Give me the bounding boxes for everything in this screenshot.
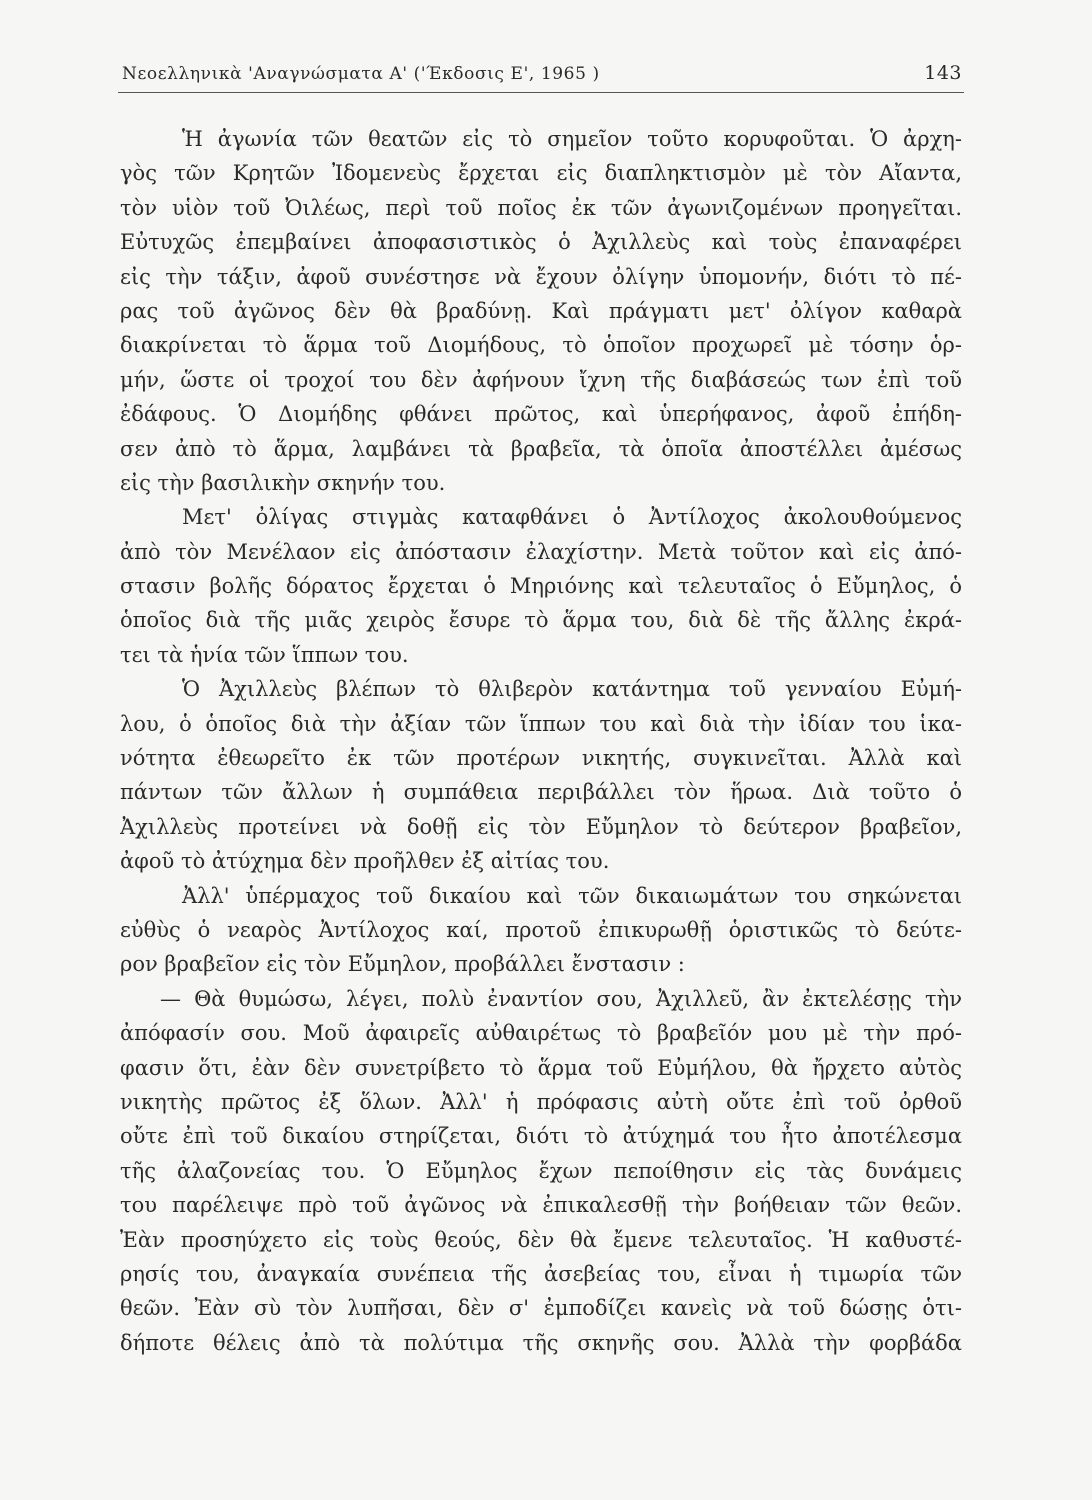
text-line: Εὐτυχῶς ἐπεμβαίνει ἀποφασιστικὸς ὁ Ἀχιλλεὺς καὶ τοὺς ἐπαναφέρει [120, 230, 962, 255]
text-line: ἐδάφους. Ὁ Διομήδης φθάνει πρῶτος, καὶ ὑπερήφανος, ἀφοῦ ἐπήδη- [120, 402, 962, 427]
text-line: νότητα ἐθεωρεῖτο ἐκ τῶν προτέρων νικητής, συγκινεῖται. Ἀλλὰ καὶ [120, 746, 962, 771]
text-line: Ἀλλ' ὑπέρμαχος τοῦ δικαίου καὶ τῶν δικαιωμάτων του σηκώνεται [182, 883, 962, 908]
text-line: φασιν ὅτι, ἐὰν δὲν συνετρίβετο τὸ ἅρμα τοῦ Εὐμήλου, θὰ ἤρχετο αὐτὸς [120, 1055, 962, 1080]
text-line: διακρίνεται τὸ ἅρμα τοῦ Διομήδους, τὸ ὁποῖον προχωρεῖ μὲ τόσην ὁρ- [120, 333, 962, 358]
text-line: ρησίς του, ἀναγκαία συνέπεια τῆς ἀσεβείας του, εἶναι ἡ τιμωρία τῶν [120, 1261, 962, 1286]
text-line: νικητὴς πρῶτος ἐξ ὅλων. Ἀλλ' ἡ πρόφασις αὐτὴ οὔτε ἐπὶ τοῦ ὀρθοῦ [120, 1089, 962, 1114]
body-text [120, 122, 962, 1360]
text-line: ρας τοῦ ἀγῶνος δὲν θὰ βραδύνῃ. Καὶ πράγματι μετ' ὀλίγον καθαρὰ [120, 298, 962, 323]
text-line: γὸς τῶν Κρητῶν Ἰδομενεὺς ἔρχεται εἰς διαπληκτισμὸν μὲ τὸν Αἴαντα, [120, 161, 962, 186]
text-line: ρον βραβεῖον εἰς τὸν Εὔμηλον, προβάλλει ἔνστασιν : [120, 952, 685, 977]
page-header [118, 62, 964, 93]
text-line: τὸν υἱὸν τοῦ Ὀιλέως, περὶ τοῦ ποῖος ἐκ τῶν ἀγωνιζομένων προηγεῖται. [120, 195, 962, 220]
text-line: θεῶν. Ἐὰν σὺ τὸν λυπῆσαι, δὲν σ' ἐμποδίζει κανεὶς νὰ τοῦ δώσῃς ὁτι- [120, 1296, 962, 1321]
text-line: τει τὰ ἡνία τῶν ἵππων του. [120, 642, 409, 667]
text-line: Ἐὰν προσηύχετο εἰς τοὺς θεούς, δὲν θὰ ἔμενε τελευταῖος. Ἡ καθυστέ- [120, 1227, 962, 1252]
text-line: Ἀχιλλεὺς προτείνει νὰ δοθῇ εἰς τὸν Εὔμηλον τὸ δεύτερον βραβεῖον, [120, 814, 962, 839]
text-line: στασιν βολῆς δόρατος ἔρχεται ὁ Μηριόνης καὶ τελευταῖος ὁ Εὔμηλος, ὁ [120, 574, 962, 599]
text-line: Ἡ ἀγωνία τῶν θεατῶν εἰς τὸ σημεῖον τοῦτο κορυφοῦται. Ὁ ἀρχη- [182, 127, 962, 151]
text-line: λου, ὁ ὁποῖος διὰ τὴν ἀξίαν τῶν ἵππων του καὶ διὰ τὴν ἰδίαν του ἱκα- [120, 711, 962, 736]
text-line: ἀπὸ τὸν Μενέλαον εἰς ἀπόστασιν ἐλαχίστην. Μετὰ τοῦτον καὶ εἰς ἀπό- [120, 539, 962, 564]
text-line: εἰς τὴν τάξιν, ἀφοῦ συνέστησε νὰ ἔχουν ὀλίγην ὑπομονήν, διότι τὸ πέ- [120, 264, 962, 289]
text-line: Μετ' ὀλίγας στιγμὰς καταφθάνει ὁ Ἀντίλοχος ἀκολουθούμενος [182, 505, 962, 530]
page-number: 143 [924, 62, 962, 84]
text-line: οὔτε ἐπὶ τοῦ δικαίου στηρίζεται, διότι τὸ ἀτύχημά του ἦτο ἀποτέλεσμα [120, 1124, 962, 1149]
text-line: του παρέλειψε πρὸ τοῦ ἀγῶνος νὰ ἐπικαλεσθῇ τὴν βοήθειαν τῶν θεῶν. [120, 1193, 962, 1218]
text-line: ἀφοῦ τὸ ἀτύχημα δὲν προῆλθεν ἐξ αἰτίας του. [120, 849, 610, 874]
text-line: δήποτε θέλεις ἀπὸ τὰ πολύτιμα τῆς σκηνῆς σου. Ἀλλὰ τὴν φορβάδα [120, 1330, 962, 1355]
text-line: πάντων τῶν ἄλλων ἡ συμπάθεια περιβάλλει τὸν ἥρωα. Διὰ τοῦτο ὁ [120, 780, 962, 805]
text-line: μήν, ὥστε οἱ τροχοί του δὲν ἀφήνουν ἴχνη τῆς διαβάσεώς των ἐπὶ τοῦ [120, 367, 962, 392]
text-line: Ὁ Ἀχιλλεὺς βλέπων τὸ θλιβερὸν κατάντημα τοῦ γενναίου Εὐμή- [182, 677, 962, 702]
text-line: εὐθὺς ὁ νεαρὸς Ἀντίλοχος καί, προτοῦ ἐπικυρωθῇ ὁριστικῶς τὸ δεύτε- [120, 917, 962, 942]
text-line: εἰς τὴν βασιλικὴν σκηνήν του. [120, 470, 446, 495]
text-line: σεν ἀπὸ τὸ ἅρμα, λαμβάνει τὰ βραβεῖα, τὰ ὁποῖα ἀποστέλλει ἀμέσως [120, 436, 962, 461]
text-line: τῆς ἀλαζονείας του. Ὁ Εὔμηλος ἔχων πεποίθησιν εἰς τὰς δυνάμεις [120, 1158, 962, 1183]
text-line: ὁποῖος διὰ τῆς μιᾶς χειρὸς ἔσυρε τὸ ἅρμα του, διὰ δὲ τῆς ἄλλης ἐκρά- [120, 608, 962, 633]
text-line: — Θὰ θυμώσω, λέγει, πολὺ ἐναντίον σου, Ἀχιλλεῦ, ἂν ἐκτελέσῃς τὴν [160, 986, 962, 1011]
running-head: Νεοελληνικὰ 'Αναγνώσματα Α' ('Έκδοσις Ε', 1965 ) [122, 64, 600, 84]
text-line: ἀπόφασίν σου. Μοῦ ἀφαιρεῖς αὐθαιρέτως τὸ βραβεῖόν μου μὲ τὴν πρό- [120, 1021, 962, 1046]
